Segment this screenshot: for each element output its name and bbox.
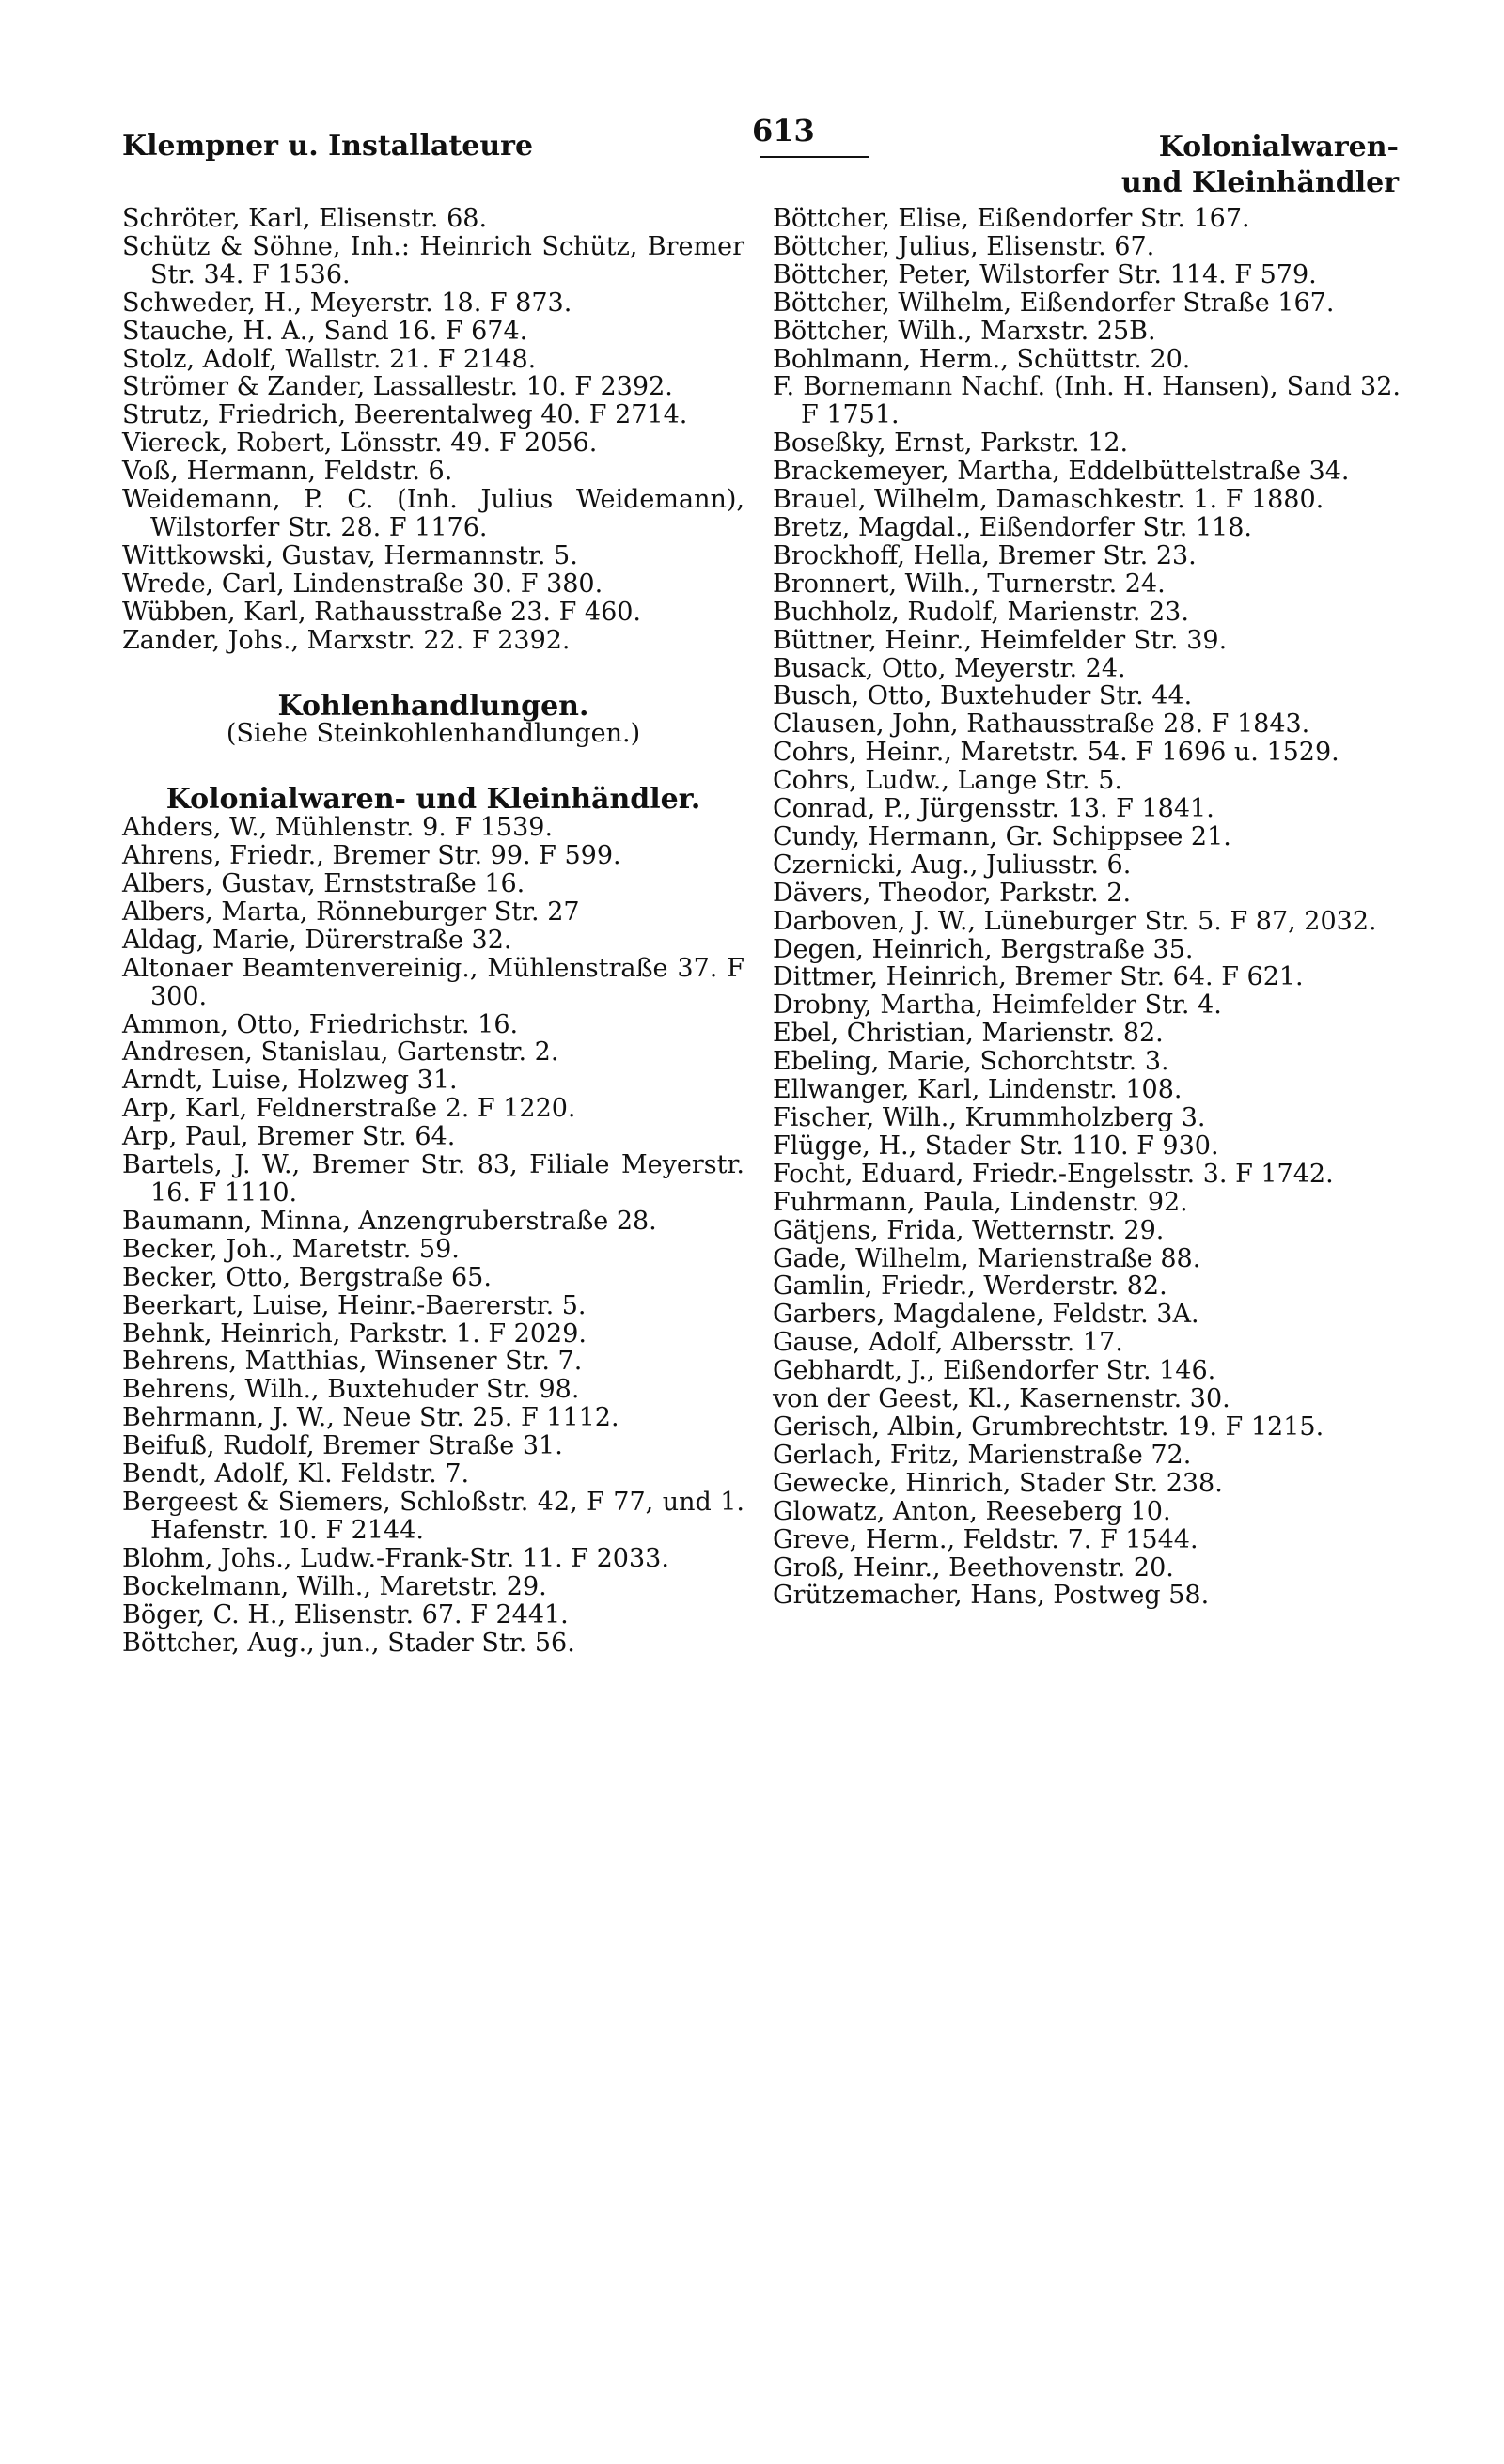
directory-entry: Becker, Joh., Maretstr. 59.: [122, 1234, 460, 1264]
directory-entry: Grützemacher, Hans, Postweg 58.: [773, 1581, 1210, 1611]
directory-entry: Beerkart, Luise, Heinr.-Baererstr. 5.: [122, 1290, 587, 1320]
left-column: [122, 205, 744, 1657]
directory-entry: Böttcher, Wilh., Marxstr. 25B.: [773, 316, 1156, 346]
kolonial-list: [122, 814, 744, 1657]
directory-entry: Bohlmann, Herm., Schüttstr. 20.: [773, 344, 1191, 374]
directory-entry: Gätjens, Frida, Wetternstr. 29.: [773, 1215, 1165, 1245]
directory-entry: Behrens, Matthias, Winsener Str. 7.: [122, 1347, 583, 1377]
directory-entry: Ahders, W., Mühlenstr. 9. F 1539.: [122, 813, 554, 843]
directory-entry: Büttner, Heinr., Heimfelder Str. 39.: [773, 625, 1228, 655]
running-header-right-line2: und Kleinhändler: [1120, 166, 1399, 199]
directory-entry: Ammon, Otto, Friedrichstr. 16.: [122, 1009, 519, 1039]
directory-entry: Gebhardt, J., Eißendorfer Str. 146.: [773, 1356, 1216, 1386]
directory-entry: Arp, Paul, Bremer Str. 64.: [122, 1122, 456, 1152]
directory-entry: Buchholz, Rudolf, Marienstr. 23.: [773, 597, 1189, 627]
directory-entry: Ebeling, Marie, Schorchtstr. 3.: [773, 1047, 1169, 1077]
directory-entry: Cohrs, Heinr., Maretstr. 54. F 1696 u. 1529.: [773, 738, 1340, 768]
directory-entry: Böttcher, Wilhelm, Eißendorfer Straße 167.: [773, 288, 1335, 318]
directory-entry: Stolz, Adolf, Wallstr. 21. F 2148.: [122, 344, 537, 374]
right-column: [773, 205, 1401, 1610]
directory-entry: Bockelmann, Wilh., Maretstr. 29.: [122, 1571, 547, 1601]
directory-entry: Degen, Heinrich, Bergstraße 35.: [773, 934, 1194, 964]
directory-entry: Blohm, Johs., Ludw.-Frank-Str. 11. F 2033.: [122, 1543, 669, 1573]
running-header-right: [1121, 130, 1399, 201]
directory-entry: Becker, Otto, Bergstraße 65.: [122, 1262, 492, 1292]
directory-entry: Gade, Wilhelm, Marienstraße 88.: [773, 1243, 1201, 1273]
directory-entry: Fischer, Wilh., Krummholzberg 3.: [773, 1103, 1206, 1132]
directory-entry: Behrmann, J. W., Neue Str. 25. F 1112.: [122, 1403, 619, 1433]
directory-entry: Zander, Johs., Marxstr. 22. F 2392.: [122, 625, 571, 655]
page-number-rule: [760, 156, 869, 158]
directory-entry: Bretz, Magdal., Eißendorfer Str. 118.: [773, 512, 1252, 542]
section-heading-kohlen: Kohlenhandlungen.: [277, 689, 589, 723]
directory-entry: Gause, Adolf, Albersstr. 17.: [773, 1328, 1123, 1358]
directory-entry: Groß, Heinr., Beethovenstr. 20.: [773, 1552, 1174, 1583]
directory-entry: Cohrs, Ludw., Lange Str. 5.: [773, 766, 1122, 796]
running-header-right-line1: Kolonialwaren-: [1158, 131, 1399, 164]
directory-entry: Wrede, Carl, Lindenstraße 30. F 380.: [122, 569, 603, 599]
directory-entry: Czernicki, Aug., Juliusstr. 6.: [773, 850, 1132, 880]
directory-entry: Bartels, J. W., Bremer Str. 83, Filiale Meyerstr. 16. F 1110.: [122, 1150, 744, 1208]
directory-entry: Focht, Eduard, Friedr.-Engelsstr. 3. F 1742.: [773, 1159, 1334, 1189]
directory-entry: Gewecke, Hinrich, Stader Str. 238.: [773, 1468, 1223, 1498]
directory-entry: Gamlin, Friedr., Werderstr. 82.: [773, 1271, 1167, 1302]
directory-entry: Greve, Herm., Feldstr. 7. F 1544.: [773, 1524, 1198, 1554]
directory-entry: Strömer & Zander, Lassallestr. 10. F 2392.: [122, 372, 673, 402]
directory-entry: Ebel, Christian, Marienstr. 82.: [773, 1019, 1164, 1049]
directory-entry: Schweder, H., Meyerstr. 18. F 873.: [122, 288, 572, 318]
section-heading-kolonial: Kolonialwaren- und Kleinhändler.: [165, 783, 701, 817]
directory-entry: Baumann, Minna, Anzengruberstraße 28.: [122, 1206, 657, 1236]
running-header-left: Klempner u. Installateure: [122, 130, 534, 163]
directory-entry: Garbers, Magdalene, Feldstr. 3A.: [773, 1300, 1199, 1330]
directory-entry: Brackemeyer, Martha, Eddelbüttelstraße 34.: [773, 457, 1350, 487]
directory-entry: Altonaer Beamtenvereinig., Mühlenstraße 37. F 300.: [122, 953, 744, 1011]
directory-entry: Dävers, Theodor, Parkstr. 2.: [773, 878, 1132, 908]
directory-entry: Brockhoff, Hella, Bremer Str. 23.: [773, 540, 1197, 570]
directory-entry: Albers, Gustav, Ernststraße 16.: [122, 869, 525, 899]
directory-entry: Albers, Marta, Rönneburger Str. 27: [122, 897, 580, 927]
directory-entry: Wittkowski, Gustav, Hermannstr. 5.: [122, 540, 578, 570]
directory-entry: Ahrens, Friedr., Bremer Str. 99. F 599.: [122, 841, 621, 871]
directory-entry: Böger, C. H., Elisenstr. 67. F 2441.: [122, 1599, 569, 1630]
directory-entry: Aldag, Marie, Dürerstraße 32.: [122, 925, 512, 955]
directory-entry: Brauel, Wilhelm, Damaschkestr. 1. F 1880.: [773, 485, 1324, 515]
directory-entry: Beifuß, Rudolf, Bremer Straße 31.: [122, 1431, 563, 1461]
directory-entry: Wübben, Karl, Rathausstraße 23. F 460.: [122, 597, 642, 627]
directory-entry: Böttcher, Aug., jun., Stader Str. 56.: [122, 1628, 575, 1658]
directory-entry: Dittmer, Heinrich, Bremer Str. 64. F 621.: [773, 962, 1304, 992]
directory-entry: Böttcher, Peter, Wilstorfer Str. 114. F 579.: [773, 259, 1317, 289]
directory-entry: Bronnert, Wilh., Turnerstr. 24.: [773, 569, 1166, 599]
directory-entry: Drobny, Martha, Heimfelder Str. 4.: [773, 990, 1222, 1021]
directory-entry: Schütz & Söhne, Inh.: Heinrich Schütz, Bremer Str. 34. F 1536.: [122, 231, 744, 289]
directory-entry: Ellwanger, Karl, Lindenstr. 108.: [773, 1075, 1183, 1105]
directory-entry: Arndt, Luise, Holzweg 31.: [122, 1066, 458, 1096]
directory-entry: Bergeest & Siemers, Schloßstr. 42, F 77, und 1. Hafenstr. 10. F 2144.: [122, 1487, 744, 1545]
directory-entry: Böttcher, Elise, Eißendorfer Str. 167.: [773, 204, 1250, 233]
directory-entry: Schröter, Karl, Elisenstr. 68.: [122, 204, 488, 233]
directory-entry: Weidemann, P. C. (Inh. Julius Weidemann), Wilstorfer Str. 28. F 1176.: [122, 485, 744, 542]
directory-entry: Boseßky, Ernst, Parkstr. 12.: [773, 429, 1129, 459]
klempner-list: [122, 205, 744, 655]
directory-entry: Bendt, Adolf, Kl. Feldstr. 7.: [122, 1459, 470, 1489]
directory-entry: Viereck, Robert, Lönsstr. 49. F 2056.: [122, 429, 598, 459]
directory-entry: Clausen, John, Rathausstraße 28. F 1843.: [773, 710, 1310, 740]
directory-entry: Gerisch, Albin, Grumbrechtstr. 19. F 1215.: [773, 1411, 1324, 1442]
directory-entry: Behrens, Wilh., Buxtehuder Str. 98.: [122, 1375, 580, 1405]
directory-entry: Fuhrmann, Paula, Lindenstr. 92.: [773, 1187, 1188, 1217]
directory-entry: Gerlach, Fritz, Marienstraße 72.: [773, 1440, 1192, 1470]
directory-entry: Busch, Otto, Buxtehuder Str. 44.: [773, 681, 1193, 711]
directory-entry: Behnk, Heinrich, Parkstr. 1. F 2029.: [122, 1318, 587, 1349]
directory-entry: Cundy, Hermann, Gr. Schippsee 21.: [773, 821, 1231, 851]
directory-entry: Strutz, Friedrich, Beerentalweg 40. F 2714.: [122, 400, 688, 430]
section-note-kohlen: (Siehe Steinkohlenhandlungen.): [226, 719, 641, 749]
right-entry-list: [773, 205, 1401, 1610]
directory-entry: Conrad, P., Jürgensstr. 13. F 1841.: [773, 794, 1214, 824]
page-number: 613: [752, 113, 815, 148]
directory-entry: Glowatz, Anton, Reeseberg 10.: [773, 1496, 1171, 1526]
directory-entry: F. Bornemann Nachf. (Inh. H. Hansen), Sand 32. F 1751.: [773, 372, 1401, 430]
directory-entry: Busack, Otto, Meyerstr. 24.: [773, 653, 1126, 683]
directory-entry: Böttcher, Julius, Elisenstr. 67.: [773, 231, 1155, 261]
directory-entry: Darboven, J. W., Lüneburger Str. 5. F 87, 2032.: [773, 906, 1377, 936]
directory-entry: von der Geest, Kl., Kasernenstr. 30.: [773, 1384, 1230, 1414]
directory-entry: Arp, Karl, Feldnerstraße 2. F 1220.: [122, 1094, 576, 1124]
directory-entry: Voß, Hermann, Feldstr. 6.: [122, 457, 453, 487]
directory-entry: Flügge, H., Stader Str. 110. F 930.: [773, 1131, 1219, 1161]
directory-entry: Andresen, Stanislau, Gartenstr. 2.: [122, 1037, 559, 1068]
directory-entry: Stauche, H. A., Sand 16. F 674.: [122, 316, 528, 346]
